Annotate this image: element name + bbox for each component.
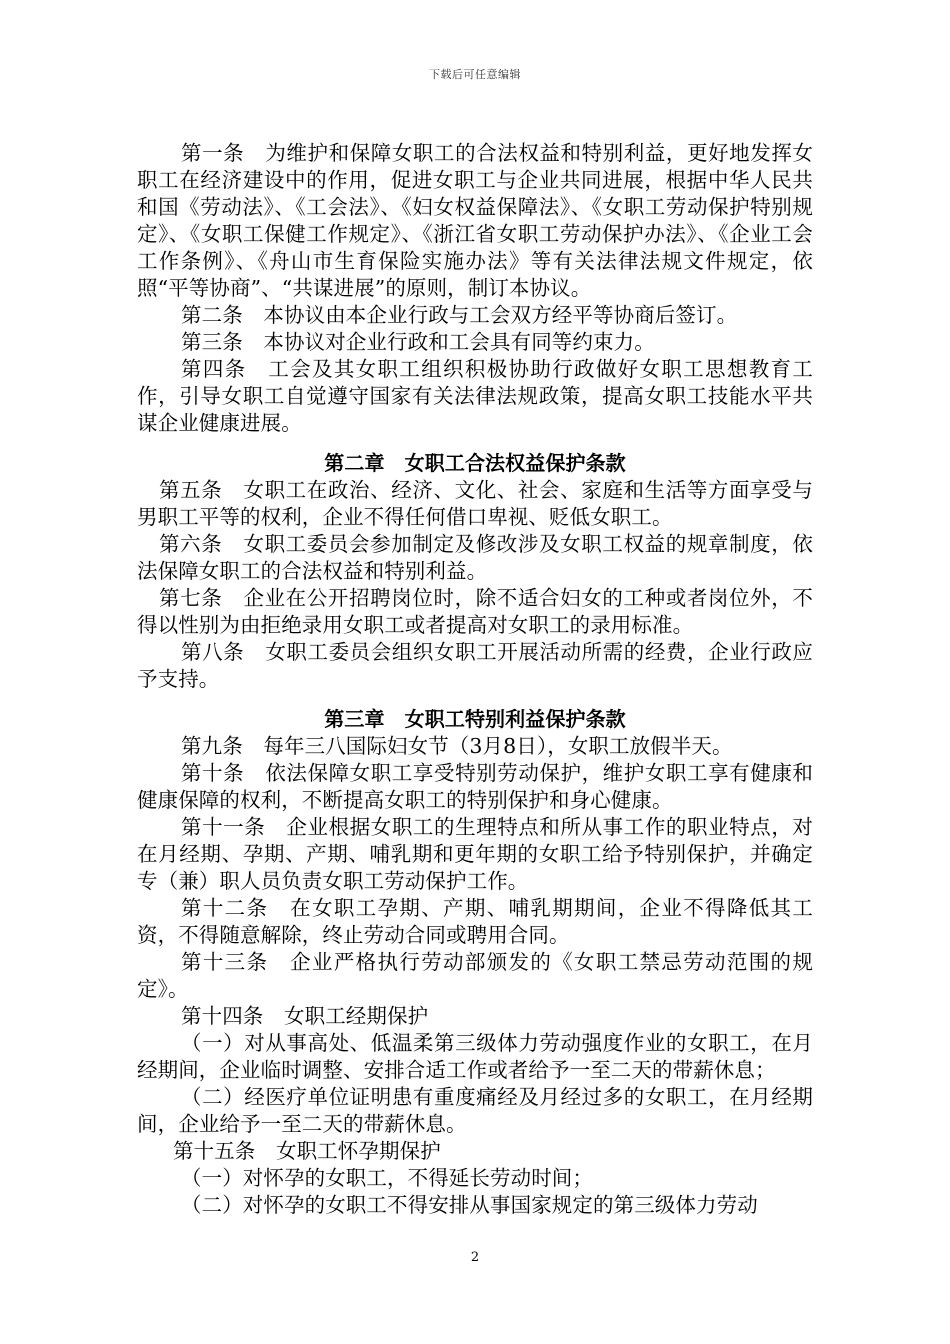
article-11: 第十一条 企业根据女职工的生理特点和所从事工作的职业特点，对在月经期、孕期、产期、哺乳期和更年期的女职工给予特别保护，并确定专（兼）职人员负责女职工劳动保护工作。: [137, 815, 813, 893]
chapter-3-heading: 第三章 女职工特别利益保护条款: [324, 707, 626, 731]
article-14-item-2: （二）经医疗单位证明患有重度痛经及月经过多的女职工，在月经期间，企业给予一至二天的带薪休息。: [137, 1085, 813, 1136]
document-body: [137, 140, 813, 1219]
article-7: 第七条 企业在公开招聘岗位时，除不适合妇女的工种或者岗位外，不得以性别为由拒绝录用女职工或者提高对女职工的录用标准。: [137, 586, 813, 637]
article-14-item-1: （一）对从事高处、低温柔第三级体力劳动强度作业的女职工，在月经期间，企业临时调整、安排合适工作或者给予一至二天的带薪休息；: [137, 1031, 813, 1082]
article-14: 第十四条 女职工经期保护: [181, 1004, 429, 1028]
article-5: 第五条 女职工在政治、经济、文化、社会、家庭和生活等方面享受与男职工平等的权利，企业不得任何借口卑视、贬低女职工。: [137, 478, 813, 529]
article-15: 第十五条 女职工怀孕期保护: [173, 1139, 441, 1163]
page-header: 下载后可任意编辑: [429, 68, 521, 81]
article-15-item-1: （一）对怀孕的女职工，不得延长劳动时间；: [181, 1166, 593, 1190]
article-1: 第一条 为维护和保障女职工的合法权益和特别利益，更好地发挥女职工在经济建设中的作用，促进女职工与企业共同进展，根据中华人民共和国《劳动法》、《工会法》、《妇女权益保障法》、《女职工劳动保护特别规定》、《女职工保健工作规定》、《浙江省女职工劳动保护办法》、《企业工会工作条例》、《舟山市生育保险实施办法》等有关法律法规文件规定，依照“平等协商”、“共谋进展”的原则，制订本协议。: [137, 141, 813, 300]
article-13: 第十三条 企业严格执行劳动部颁发的《女职工禁忌劳动范围的规定》。: [137, 950, 813, 1001]
article-12: 第十二条 在女职工孕期、产期、哺乳期期间，企业不得降低其工资，不得随意解除，终止劳动合同或聘用合同。: [137, 896, 813, 947]
article-10: 第十条 依法保障女职工享受特别劳动保护，维护女职工享有健康和健康保障的权利，不断提高女职工的特别保护和身心健康。: [137, 761, 813, 812]
article-15-item-2: （二）对怀孕的女职工不得安排从事国家规定的第三级体力劳动: [181, 1193, 758, 1217]
article-9: 第九条 每年三八国际妇女节（3月8日），女职工放假半天。: [181, 734, 733, 758]
article-6: 第六条 女职工委员会参加制定及修改涉及女职工权益的规章制度，依法保障女职工的合法权益和特别利益。: [137, 532, 813, 583]
page-number: 2: [470, 1250, 480, 1265]
article-8: 第八条 女职工委员会组织女职工开展活动所需的经费，企业行政应予支持。: [137, 640, 813, 691]
article-4: 第四条 工会及其女职工组织积极协助行政做好女职工思想教育工作，引导女职工自觉遵守国家有关法律法规政策，提高女职工技能水平共谋企业健康进展。: [137, 357, 813, 435]
article-3: 第三条 本协议对企业行政和工会具有同等约束力。: [181, 330, 655, 354]
chapter-2-heading: 第二章 女职工合法权益保护条款: [324, 451, 626, 475]
article-2: 第二条 本协议由本企业行政与工会双方经平等协商后签订。: [181, 303, 738, 327]
